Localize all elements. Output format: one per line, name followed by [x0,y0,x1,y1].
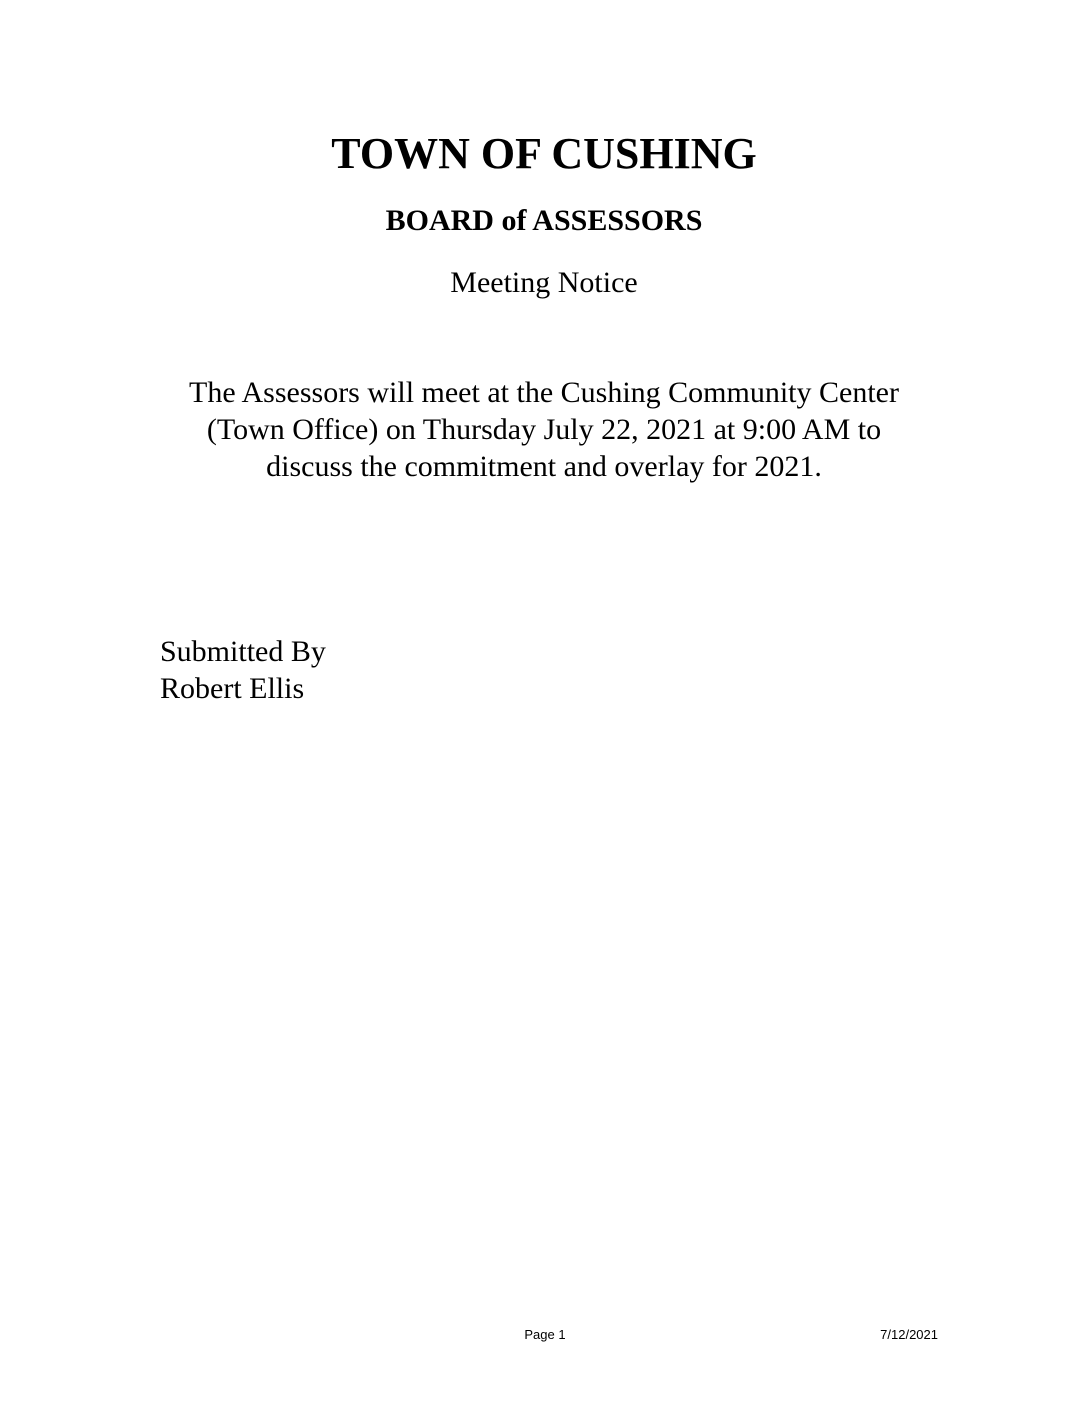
meeting-notice-label: Meeting Notice [450,266,638,299]
signature-block [160,633,326,707]
notice-body [120,374,968,485]
notice-body-line: The Assessors will meet at the Cushing Community Center [189,376,899,409]
board-subtitle: BOARD of ASSESSORS [385,204,703,237]
signature-label: Submitted By [160,635,326,668]
page-title: TOWN OF CUSHING [331,129,757,178]
notice-body-line: (Town Office) on Thursday July 22, 2021 at 9:00 AM to [206,413,882,446]
footer-date: 7/12/2021 [880,1327,938,1342]
signature-name: Robert Ellis [160,672,305,705]
page-number: Page 1 [524,1327,566,1342]
notice-body-line: discuss the commitment and overlay for 2021. [266,450,822,483]
